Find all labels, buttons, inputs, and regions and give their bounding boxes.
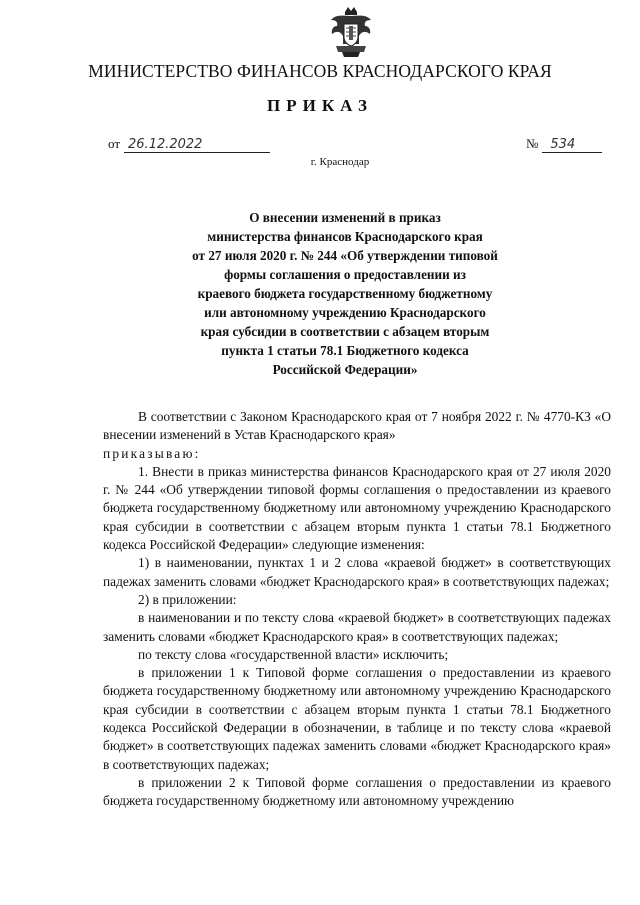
document-type-title: ПРИКАЗ xyxy=(267,96,373,115)
subject-line: министерства финансов Краснодарского края xyxy=(207,229,483,244)
date-field xyxy=(108,136,270,153)
ministry-name: МИНИСТЕРСТВО ФИНАНСОВ КРАСНОДАРСКОГО КРАЯ xyxy=(88,61,552,81)
order-body xyxy=(103,408,611,811)
order-subject xyxy=(150,208,540,379)
subject-line: от 27 июля 2020 г. № 244 «Об утверждении типовой xyxy=(192,248,498,263)
paragraph-2: 2) в приложении: xyxy=(138,591,237,607)
number-label: № xyxy=(526,136,539,151)
paragraph-2-d: в приложении 2 к Типовой форме соглашения о предоставлении из краевого бюджета государственному бюджетному или автономному учреждению xyxy=(103,774,611,809)
paragraph-2-b: по тексту слова «государственной власти» исключить; xyxy=(138,646,449,662)
date-value: 26.12.2022 xyxy=(124,137,270,153)
number-value: 534 xyxy=(542,137,602,153)
city-label: г. Краснодар xyxy=(310,156,370,168)
subject-line: края субсидии в соответствии с абзацем вторым xyxy=(200,324,490,339)
paragraph-1-1: 1) в наименовании, пунктах 1 и 2 слова «краевой бюджет» в соответствующих падежах заменить словами «бюджет Краснодарского края» в соответствующих падежах; xyxy=(103,555,611,589)
subject-line: формы соглашения о предоставлении из xyxy=(224,267,466,282)
paragraph-1: 1. Внести в приказ министерства финансов Краснодарского края от 27 июля 2020 г. № 244 «Об утверждении типовой формы соглашения о предоставлении из краевого бюджета государственному бюджетному или автономному учреждению Краснодарского края субсидии в соответствии с абзацем вторым пункта 1 статьи 78.1 Бюджетного кодекса Российской Федерации» следующие изменения: xyxy=(103,463,611,553)
subject-line: или автономному учреждению Краснодарского xyxy=(204,305,486,320)
intro-paragraph: В соответствии с Законом Краснодарского края от 7 ноября 2022 г. № 4770-КЗ «О внесении изменений в Устав Краснодарского края» xyxy=(103,409,611,443)
paragraph-2-a: в наименовании и по тексту слова «краевой бюджет» в соответствующих падежах заменить словами «бюджет Краснодарского края» в соответствующих падежах; xyxy=(103,610,611,644)
directive-word: приказываю: xyxy=(103,445,201,461)
number-field xyxy=(526,136,602,153)
paragraph-2-c: в приложении 1 к Типовой форме соглашения о предоставлении из краевого бюджета государственному бюджетному или автономному учреждению Краснодарского края субсидии в соответствии с абзацем вторым пункта 1 статьи 78.1 Бюджетного кодекса Российской Федерации в обозначении, в таблице и по тексту слова «краевой бюджет» в соответствующих падежах заменить словами «бюджет Краснодарского края» в соответствующих падежах; xyxy=(103,665,611,772)
subject-line: Российской Федерации» xyxy=(272,362,418,377)
subject-line: пункта 1 статьи 78.1 Бюджетного кодекса xyxy=(221,343,469,358)
subject-line: краевого бюджета государственному бюджетному xyxy=(197,286,493,301)
date-label: от xyxy=(108,136,121,151)
subject-line: О внесении изменений в приказ xyxy=(249,210,441,225)
krasnodar-coat-of-arms-icon xyxy=(328,6,374,58)
